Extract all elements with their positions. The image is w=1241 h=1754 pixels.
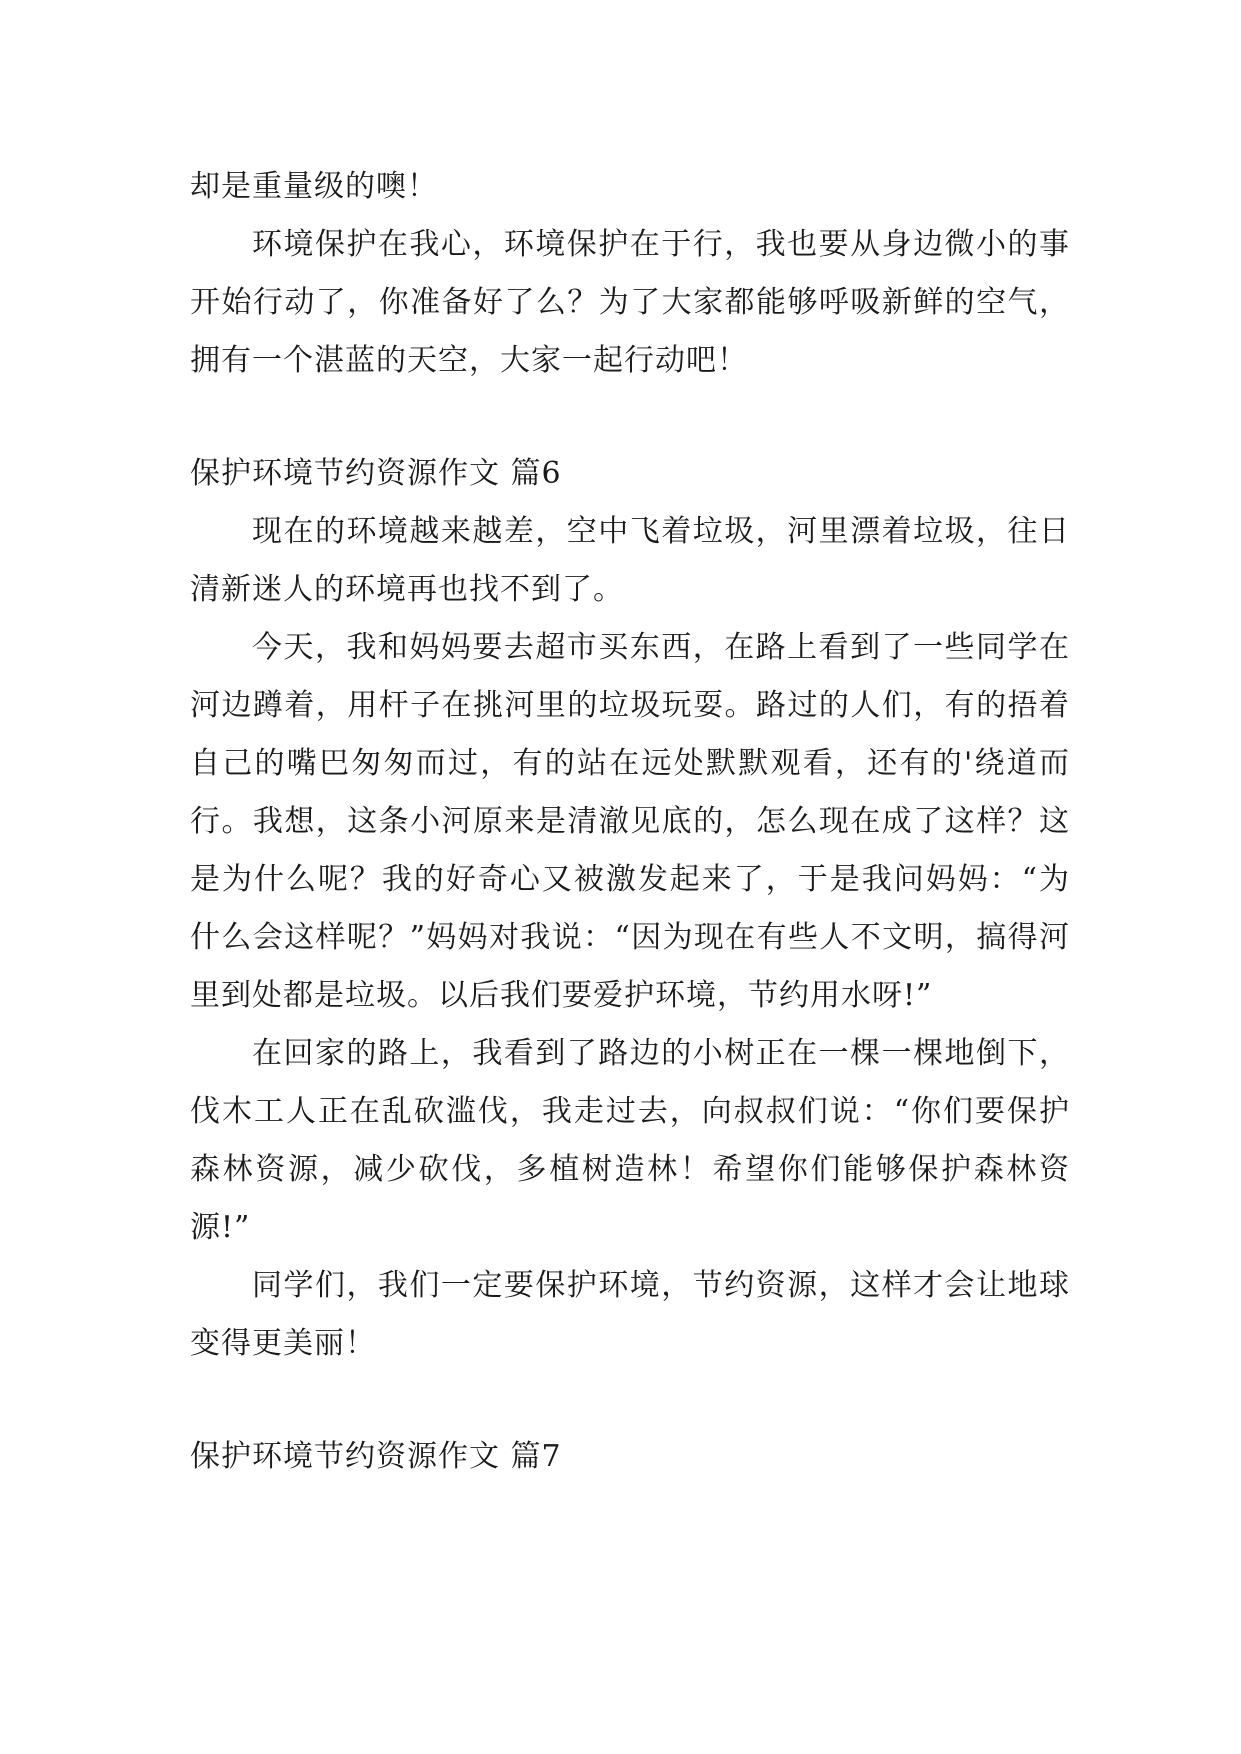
document-body — [190, 158, 1070, 1486]
paragraph-continuation: 却是重量级的噢！ — [190, 169, 438, 204]
section-6-paragraph-2: 今天，我和妈妈要去超市买东西，在路上看到了一些同学在河边蹲着，用杆子在挑河里的垃圾玩耍。路过的人们，有的捂着自己的嘴巴匆匆而过，有的站在远处默默观看，还有的'绕道而行。我想，这条小河原来是清澈见底的，怎么现在成了这样？这是为什么呢？我的好奇心又被激发起来了，于是我问妈妈：“为什么会这样呢？”妈妈对我说：“因为现在有些人不文明，搞得河里到处都是垃圾。以后我们要爱护环境，节约用水呀!” — [190, 630, 1070, 1013]
section-spacer — [190, 390, 1070, 445]
paragraph-environment-action: 环境保护在我心，环境保护在于行，我也要从身边微小的事开始行动了，你准备好了么？为了大家都能够呼吸新鲜的空气，拥有一个湛蓝的天空，大家一起行动吧！ — [190, 227, 1070, 378]
section-6-heading: 保护环境节约资源作文 篇6 — [190, 456, 562, 491]
section-7-heading: 保护环境节约资源作文 篇7 — [190, 1439, 562, 1474]
section-6-paragraph-4: 同学们，我们一定要保护环境，节约资源，这样才会让地球变得更美丽！ — [190, 1268, 1070, 1361]
section-spacer — [190, 1373, 1070, 1428]
section-6-paragraph-1: 现在的环境越来越差，空中飞着垃圾，河里漂着垃圾，往日清新迷人的环境再也找不到了。 — [190, 514, 1070, 607]
section-6-paragraph-3: 在回家的路上，我看到了路边的小树正在一棵一棵地倒下，伐木工人正在乱砍滥伐，我走过去，向叔叔们说：“你们要保护森林资源，减少砍伐，多植树造林！希望你们能够保护森林资源!” — [190, 1036, 1070, 1245]
